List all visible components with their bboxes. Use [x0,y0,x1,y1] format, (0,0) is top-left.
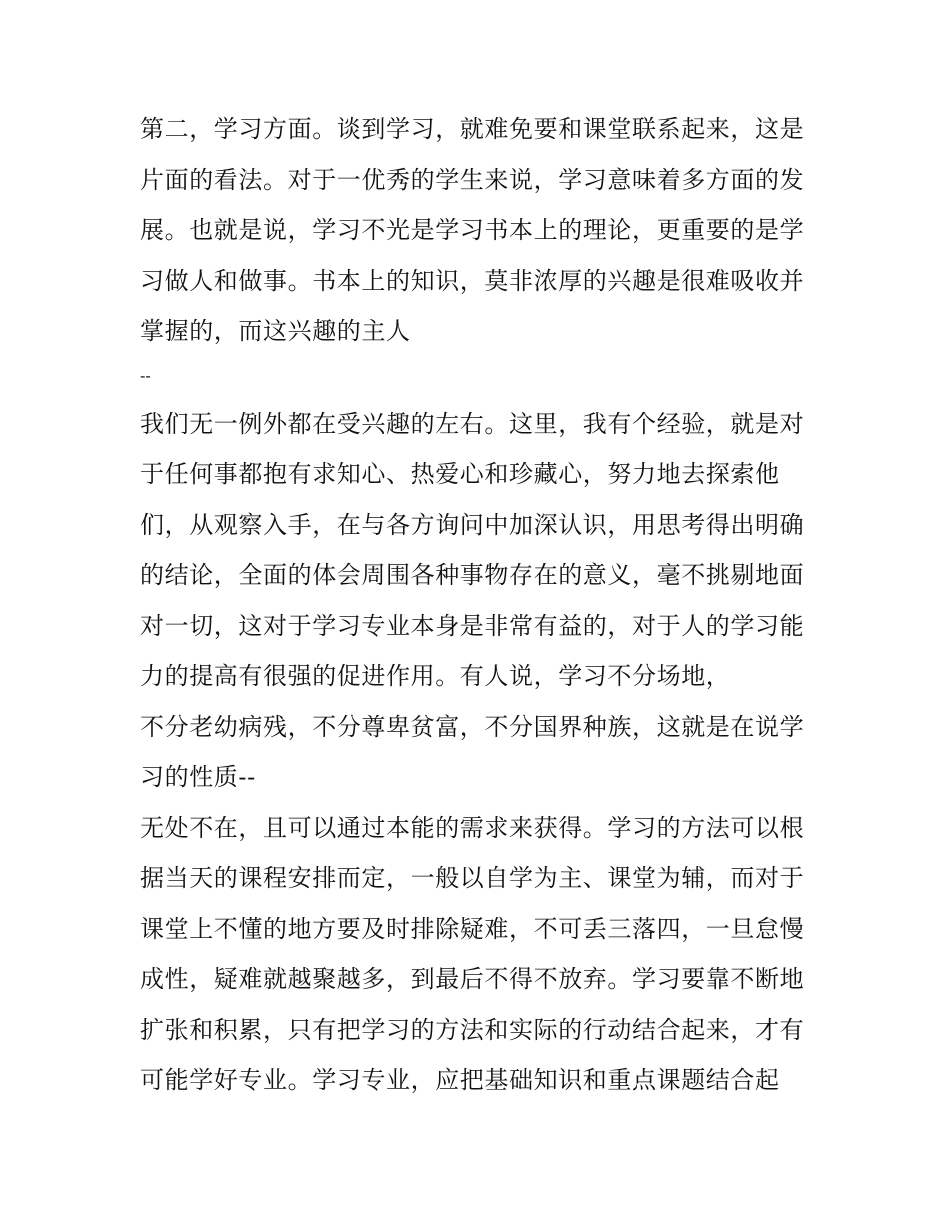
text-line: 扩张和积累，只有把学习的方法和实际的行动结合起来，才有 [140,1016,805,1044]
text-line: 掌握的，而这兴趣的主人 [140,317,411,345]
text-line: 不分老幼病残，不分尊卑贫富，不分国界种族，这就是在说学 [140,713,805,741]
text-line: 于任何事都抱有求知心、热爱心和珍藏心，努力地去探索他 [140,460,780,488]
text-line: 展。也就是说，学习不光是学习书本上的理论，更重要的是学 [140,216,805,244]
text-line: 无处不在，且可以通过本能的需求来获得。学习的方法可以根 [140,814,805,842]
text-line: 我们无一例外都在受兴趣的左右。这里，我有个经验，就是对 [140,410,805,438]
text-line: 成性，疑难就越聚越多，到最后不得不放弃。学习要靠不断地 [140,965,805,993]
text-line: 对一切，这对于学习专业本身是非常有益的，对于人的学习能 [140,612,805,640]
text-line: 的结论，全面的体会周围各种事物存在的意义，毫不挑剔地面 [140,561,805,589]
text-line: 习做人和做事。书本上的知识，莫非浓厚的兴趣是很难吸收并 [140,267,805,295]
text-line: 第二，学习方面。谈到学习，就难免要和课堂联系起来，这是 [140,115,805,143]
text-line: 力的提高有很强的促进作用。有人说，学习不分场地， [140,662,731,690]
text-line: 可能学好专业。学习专业，应把基础知识和重点课题结合起 [140,1066,780,1094]
text-line: 课堂上不懂的地方要及时排除疑难，不可丢三落四，一旦怠慢 [140,915,805,943]
text-line: 们，从观察入手，在与各方询问中加深认识，用思考得出明确 [140,511,805,539]
text-line: 据当天的课程安排而定，一般以自学为主、课堂为辅，而对于 [140,864,805,892]
text-line: 片面的看法。对于一优秀的学生来说，学习意味着多方面的发 [140,166,805,194]
text-line: 习的性质-- [140,763,256,791]
separator-text: -- [140,366,151,385]
